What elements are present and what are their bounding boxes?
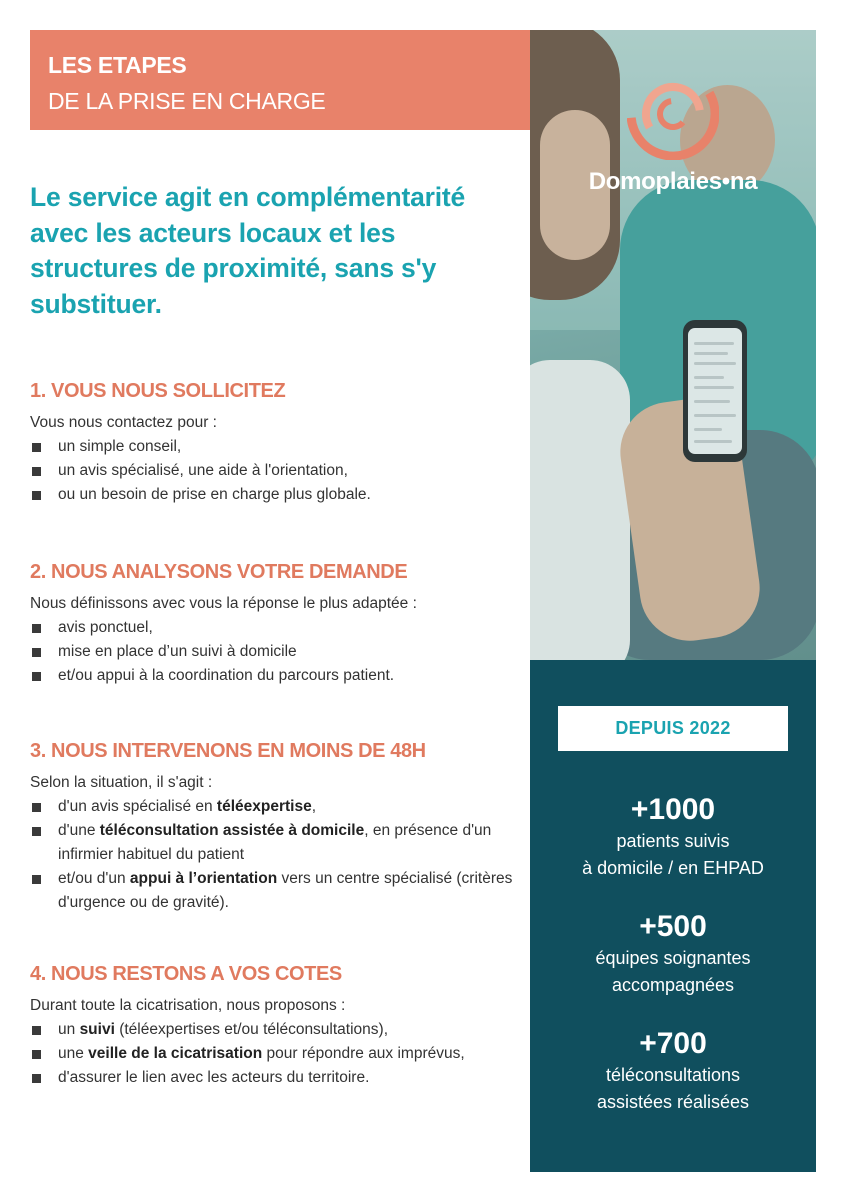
stat-number: +500 [639,910,707,943]
list-item [30,1018,520,1042]
square-bullet-icon [32,491,41,500]
emphasis-text: veille de la cicatrisation [88,1045,263,1062]
brand-logo [585,68,761,196]
item-text: ou un besoin de prise en charge plus globale. [58,486,371,503]
item-text: , [311,798,317,815]
square-bullet-icon [32,827,41,836]
step-title: 2. NOUS ANALYSONS VOTRE DEMANDE [30,561,408,583]
item-text: un avis spécialisé, une aide à l'orientation, [58,462,348,479]
emphasis-text: téléconsultation assistée à domicile [99,822,365,839]
stats-panel [530,660,816,1172]
list-item [30,459,520,483]
square-bullet-icon [32,443,41,452]
stat-number: +1000 [630,793,716,826]
step-list [30,616,520,688]
step-title: 3. NOUS INTERVENONS EN MOINS DE 48H [30,740,426,762]
emphasis-text: appui à l’orientation [129,870,278,887]
square-bullet-icon [32,1050,41,1059]
list-item [30,819,520,867]
item-text: un simple conseil, [58,438,182,455]
nurse-patient-photo [530,30,816,660]
list-item [30,1042,520,1066]
item-text: et/ou d'un [58,870,130,887]
step-lead: Vous nous contactez pour : [30,414,217,431]
item-text: pour répondre aux imprévus, [262,1045,465,1062]
square-bullet-icon [32,803,41,812]
item-text: d'un avis spécialisé en [58,798,217,815]
list-item [30,795,520,819]
item-text: un [58,1021,80,1038]
item-text: mise en place d’un suivi à domicile [58,643,297,660]
stat-teams [530,910,816,998]
step-list [30,795,520,915]
square-bullet-icon [32,467,41,476]
item-text: d'une [58,822,100,839]
item-text: d'assurer le lien avec les acteurs du territoire. [58,1069,370,1086]
square-bullet-icon [32,1026,41,1035]
square-bullet-icon [32,672,41,681]
list-item [30,1066,520,1090]
square-bullet-icon [32,875,41,884]
stat-label-1: patients suivis [616,831,730,851]
step-list [30,1018,520,1090]
item-text: , en présence d'un infirmier habituel du patient [58,822,492,863]
emphasis-text: suivi [79,1021,115,1038]
list-item [30,616,520,640]
step-title: 1. VOUS NOUS SOLLICITEZ [30,380,286,402]
title-line-1: LES ETAPES [48,52,187,78]
stat-label-1: téléconsultations [605,1065,741,1085]
step-title: 4. NOUS RESTONS A VOS COTES [30,963,342,985]
item-text: avis ponctuel, [58,619,153,636]
item-text: une [58,1045,89,1062]
step-1-section [30,379,520,507]
step-4-section [30,962,520,1090]
stat-label-2: à domicile / en EHPAD [582,858,764,878]
item-text: vers un centre spécialisé (critères d'urgence ou de gravité). [58,870,513,911]
square-bullet-icon [32,648,41,657]
list-item [30,435,520,459]
stat-number: +700 [639,1027,707,1060]
step-lead: Nous définissons avec vous la réponse le plus adaptée : [30,595,417,612]
square-bullet-icon [32,1074,41,1083]
item-text: et/ou appui à la coordination du parcours patient. [58,667,395,684]
list-item [30,664,520,688]
since-badge: DEPUIS 2022 [558,706,788,751]
list-item [30,640,520,664]
list-item [30,867,520,915]
stat-label-1: équipes soignantes [595,948,751,968]
brand-name: Domoplaies•na [588,168,758,195]
intro-statement: Le service agit en complémentarité avec les acteurs locaux et les structures de proximité, sans s'y substituer. [30,182,466,319]
stat-label-2: accompagnées [611,975,735,995]
stat-label-2: assistées réalisées [596,1092,750,1112]
step-lead: Selon la situation, il s'agit : [30,774,213,791]
step-list [30,435,520,507]
stat-teleconsultations [530,1027,816,1115]
emphasis-text: téléexpertise [216,798,312,815]
stat-patients [530,793,816,881]
step-2-section [30,560,520,688]
item-text: (téléexpertises et/ou téléconsultations), [114,1021,389,1038]
square-bullet-icon [32,624,41,633]
spiral-logo-icon [627,68,719,160]
title-line-2: DE LA PRISE EN CHARGE [48,88,326,114]
step-3-section [30,739,520,915]
title-banner [30,30,530,130]
step-lead: Durant toute la cicatrisation, nous proposons : [30,997,346,1014]
list-item [30,483,520,507]
